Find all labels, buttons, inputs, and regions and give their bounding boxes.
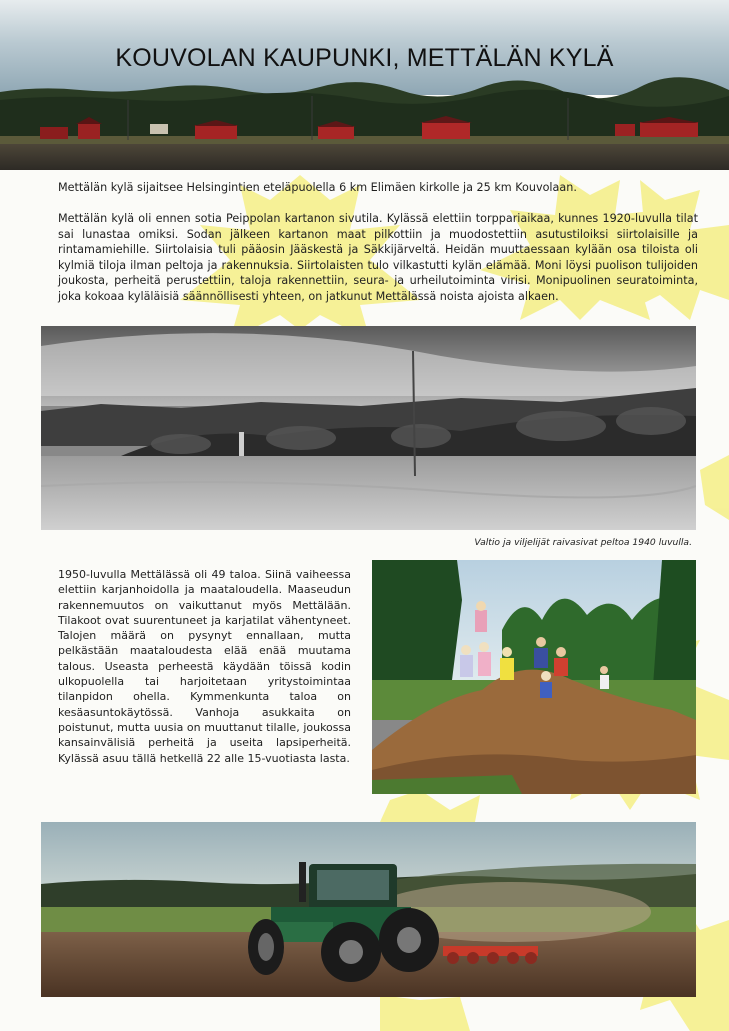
present-day-paragraph: 1950-luvulla Mettälässä oli 49 taloa. Siinä vaiheessa elettiin karjanhoidolla ja maataloudella. Maaseudun rakennemuutos on vaikuttanut myös Mettälään. Tilakoot ovat suurentuneet ja karjatilat vähentyneet. Talojen määrä on pysynyt ennallaan, mutta pelkästään maataloudesta elää enää muutama talous. Useasta perheestä käydään töissä kodin ulkopuolella tai harjoitetaan yritystoimintaa tilanpidon ohella. Kymmenkunta taloa on kesäasuntokäytössä. Vanhoja asukkaita on poistunut, mutta uusia on muuttanut tilalle, joukossa kansainvälisiä perheitä ja useita lapsiperheitä. Kylässä asuu tällä hetkellä 22 alle 15-vuotiasta lasta.	[58, 568, 351, 765]
intro-location-paragraph: Mettälän kylä sijaitsee Helsingintien eteläpuolella 6 km Elimäen kirkolle ja 25 km Kouvolaan.	[58, 181, 577, 194]
children-on-sand-pile-photo	[372, 560, 696, 794]
intro-history-paragraph: Mettälän kylä oli ennen sotia Peippolan kartanon sivutila. Kylässä elettiin torppariaikaa, kunnes 1920-luvulla tilat sai lunastaa omiksi. Sodan jälkeen kartanon maat pilkottiin ja muodostettiin asutustiloiksi siirtolaisille ja rintamamiehille. Siirtolaisia tuli pääosin Jääskestä ja Säkkijärveltä. Heidän muuttaessaan kylään osa tiloista oli kylmiä tiloja ilman peltoja ja rakennuksia. Siirtolaisten tulo vilkastutti kylän elämää. Moni löysi puolison tulijoiden joukosta, perheitä perustettiin, taloja rakennettiin, seura- ja urheilutoiminta virisi. Monipuolinen seuratoiminta, joka kokoaa kyläläisiä säännöllisesti yhteen, on jatkunut Mettälässä noista ajoista alkaen.	[58, 212, 698, 303]
page-title: KOUVOLAN KAUPUNKI, METTÄLÄN KYLÄ	[115, 44, 614, 72]
photo-caption: Valtio ja viljelijät raivasivat peltoa 1940 luvulla.	[474, 537, 692, 548]
header-banner	[0, 0, 729, 170]
tractor-photo	[41, 822, 696, 997]
rural-landscape-image	[0, 0, 729, 170]
field-clearing-photo	[41, 326, 696, 530]
